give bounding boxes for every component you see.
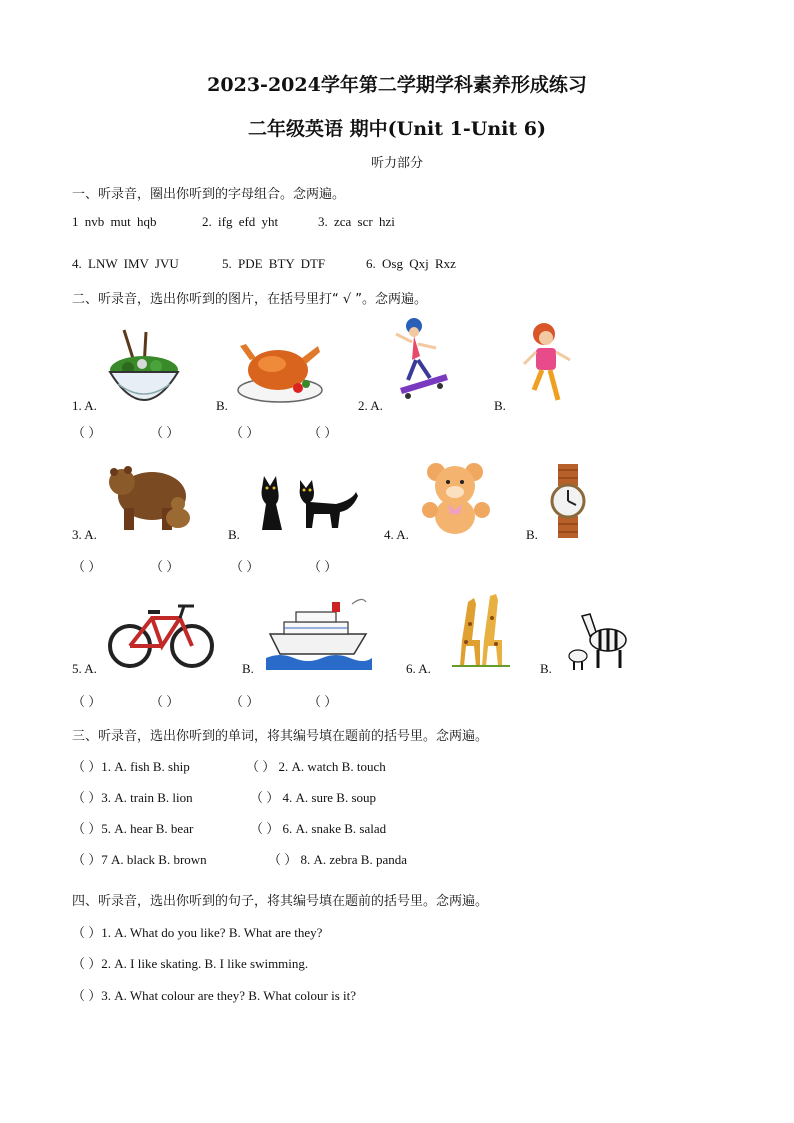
answer-bracket[interactable]: （ ） xyxy=(308,425,338,440)
answer-bracket[interactable]: （ ） xyxy=(230,425,260,440)
q1-b-label: B. xyxy=(216,398,228,413)
answer-bracket[interactable]: （ ） xyxy=(308,559,338,574)
teddy-bear-image xyxy=(420,460,492,536)
q2-a-label: 2. A. xyxy=(358,398,383,413)
q4-a-label: 4. A. xyxy=(384,527,409,542)
q3-a-label: 3. A. xyxy=(72,527,97,542)
answer-bracket[interactable]: （ ） xyxy=(230,694,260,709)
part3-q8[interactable]: （ ） 8. A. zebra B. panda xyxy=(268,852,407,867)
part1-item-2: 2. ifg efd yht xyxy=(202,214,279,229)
roast-chicken-image xyxy=(236,338,324,404)
part4-q1[interactable]: （ ）1. A. What do you like? B. What are they? xyxy=(72,925,323,940)
q2-b-label: B. xyxy=(494,398,506,413)
page-subtitle: 二年级英语 期中(Unit 1-Unit 6) xyxy=(248,118,546,140)
part1-item-5: 5. PDE BTY DTF xyxy=(222,256,326,271)
part3-instruction: 三、听录音，选出你听到的单词，将其编号填在题前的括号里。念两遍。 xyxy=(72,729,489,744)
answer-bracket[interactable]: （ ） xyxy=(72,559,102,574)
part4-instruction: 四、听录音，选出你听到的句子，将其编号填在题前的括号里。念两遍。 xyxy=(72,894,489,909)
bear-image xyxy=(106,456,196,534)
q4-b-label: B. xyxy=(526,527,538,542)
answer-bracket[interactable]: （ ） xyxy=(150,559,180,574)
salad-bowl-image xyxy=(104,328,184,406)
ship-image xyxy=(266,598,372,670)
part3-q6[interactable]: （ ） 6. A. snake B. salad xyxy=(250,821,387,836)
part1-item-1: 1 nvb mut hqb xyxy=(72,214,157,229)
black-cats-image xyxy=(256,470,360,532)
part3-q4[interactable]: （ ） 4. A. sure B. soup xyxy=(250,790,377,805)
part2-instruction: 二、听录音，选出你听到的图片，在括号里打“ √ ”。念两遍。 xyxy=(72,292,428,307)
section-label: 听力部分 xyxy=(370,156,423,171)
giraffes-image xyxy=(452,594,510,670)
part3-q3[interactable]: （ ）3. A. train B. lion xyxy=(72,790,193,805)
q5-b-label: B. xyxy=(242,661,254,676)
answer-bracket[interactable]: （ ） xyxy=(230,559,260,574)
part3-q7[interactable]: （ ）7 A. black B. brown xyxy=(72,852,207,867)
part1-item-6: 6. Osg Qxj Rxz xyxy=(366,256,456,271)
part3-q1[interactable]: （ ）1. A. fish B. ship xyxy=(72,759,190,774)
bicycle-image xyxy=(108,600,214,672)
skateboard-girl-image xyxy=(390,316,454,402)
part4-q3[interactable]: （ ）3. A. What colour are they? B. What colour is it? xyxy=(72,988,357,1003)
q6-a-label: 6. A. xyxy=(406,661,431,676)
answer-bracket[interactable]: （ ） xyxy=(72,425,102,440)
q3-b-label: B. xyxy=(228,527,240,542)
running-girl-image xyxy=(520,320,578,406)
part3-q2[interactable]: （ ） 2. A. watch B. touch xyxy=(246,759,386,774)
answer-bracket[interactable]: （ ） xyxy=(150,425,180,440)
part1-item-3: 3. zca scr hzi xyxy=(318,214,395,229)
answer-bracket[interactable]: （ ） xyxy=(308,694,338,709)
part1-item-4: 4. LNW IMV JVU xyxy=(72,256,179,271)
page-title: 2023-2024学年第二学期学科素养形成练习 xyxy=(207,74,587,96)
answer-bracket[interactable]: （ ） xyxy=(72,694,102,709)
answer-bracket[interactable]: （ ） xyxy=(150,694,180,709)
part1-instruction: 一、听录音，圈出你听到的字母组合。念两遍。 xyxy=(72,187,346,202)
zebras-image xyxy=(566,610,632,672)
q6-b-label: B. xyxy=(540,661,552,676)
part3-q5[interactable]: （ ）5. A. hear B. bear xyxy=(72,821,194,836)
q5-a-label: 5. A. xyxy=(72,661,97,676)
part4-q2[interactable]: （ ）2. A. I like skating. B. I like swimming. xyxy=(72,956,309,971)
watch-image xyxy=(550,462,586,540)
q1-a-label: 1. A. xyxy=(72,398,97,413)
